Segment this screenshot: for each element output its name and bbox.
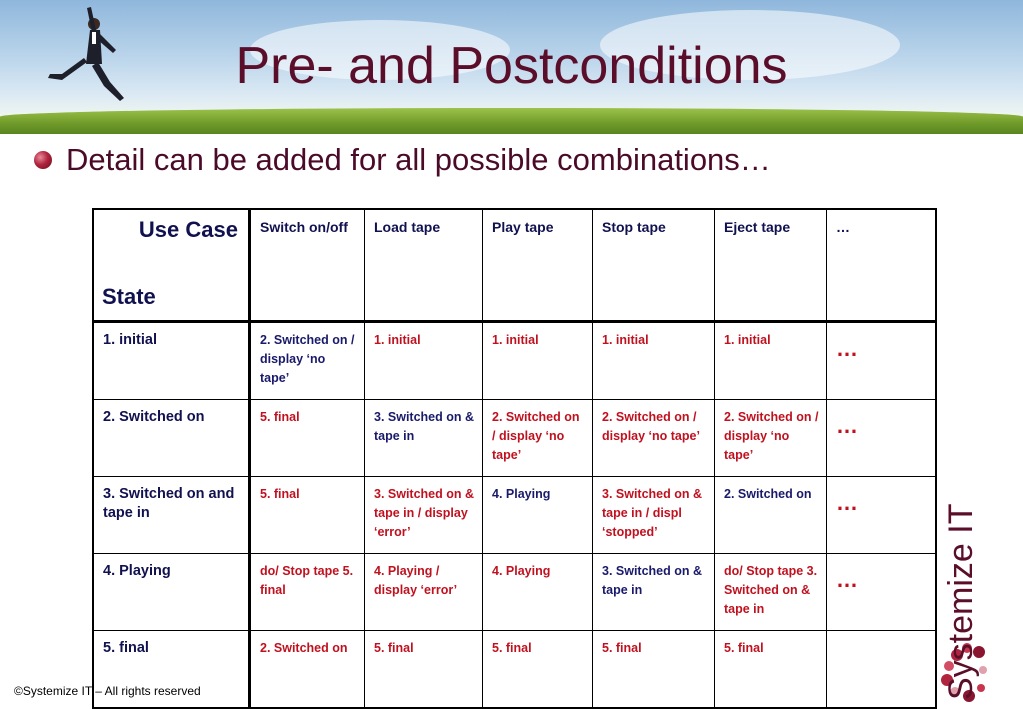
more-cell: … bbox=[827, 477, 937, 554]
table-cell: 1. initial bbox=[715, 322, 827, 400]
more-cell bbox=[827, 631, 937, 709]
more-cell: … bbox=[827, 322, 937, 400]
grass-strip bbox=[0, 108, 1023, 134]
table-cell: 5. final bbox=[593, 631, 715, 709]
table-row bbox=[93, 322, 936, 400]
use-case-label: Use Case bbox=[138, 217, 238, 242]
row-state: 3. Switched on and tape in bbox=[93, 477, 250, 554]
row-state: 5. final bbox=[93, 631, 250, 709]
table-cell: 4. Playing bbox=[483, 554, 593, 631]
table-cell: do/ Stop tape 5. final bbox=[250, 554, 365, 631]
table-cell: 4. Playing / display ‘error’ bbox=[365, 554, 483, 631]
logo-text: Systemize IT bbox=[942, 503, 980, 700]
table-row bbox=[93, 477, 936, 554]
table-cell: 2. Switched on / display ‘no tape’ bbox=[715, 400, 827, 477]
column-header: Stop tape bbox=[593, 209, 715, 322]
table-cell: 3. Switched on & tape in bbox=[593, 554, 715, 631]
table-cell: 1. initial bbox=[593, 322, 715, 400]
table-cell: 2. Switched on bbox=[250, 631, 365, 709]
cell-text: 3. Switched on & tape in bbox=[374, 410, 475, 443]
more-cell: … bbox=[827, 554, 937, 631]
table-cell: 2. Switched on / display ‘no tape’ bbox=[483, 400, 593, 477]
copyright-footer: ©Systemize IT – All rights reserved bbox=[14, 684, 201, 698]
table-cell: 2. Switched on bbox=[715, 477, 827, 554]
table-cell: 2. Switched on / display ‘no tape’ bbox=[593, 400, 715, 477]
table-cell: 5. final bbox=[250, 400, 365, 477]
column-header: … bbox=[827, 209, 937, 322]
row-state: 1. initial bbox=[93, 322, 250, 400]
bullet-text: Detail can be added for all possible combinations… bbox=[66, 142, 771, 177]
table-row bbox=[93, 554, 936, 631]
slide-title: Pre- and Postconditions bbox=[235, 37, 788, 95]
table-cell: 5. final bbox=[365, 631, 483, 709]
table-cell: 2. Switched on / display ‘no tape’ bbox=[250, 322, 365, 400]
row-state: 2. Switched on bbox=[93, 400, 250, 477]
table-cell: 5. final bbox=[483, 631, 593, 709]
table-cell bbox=[365, 400, 483, 477]
more-cell: … bbox=[827, 400, 937, 477]
table-cell: 5. final bbox=[250, 477, 365, 554]
table-cell: 5. final bbox=[715, 631, 827, 709]
table-cell: 3. Switched on & tape in / display ‘error’ bbox=[365, 477, 483, 554]
table-row bbox=[93, 631, 936, 709]
row-state: 4. Playing bbox=[93, 554, 250, 631]
corner-cell bbox=[93, 209, 250, 322]
bullet-point bbox=[34, 142, 771, 178]
table-cell: do/ Stop tape 3. Switched on & tape in bbox=[715, 554, 827, 631]
table-cell: 4. Playing bbox=[483, 477, 593, 554]
table-header-row bbox=[93, 209, 936, 322]
column-header: Load tape bbox=[365, 209, 483, 322]
state-label: State bbox=[102, 284, 156, 309]
column-header: Play tape bbox=[483, 209, 593, 322]
table-row bbox=[93, 400, 936, 477]
table-cell: 3. Switched on & tape in / displ ‘stopped’ bbox=[593, 477, 715, 554]
column-header: Switch on/off bbox=[250, 209, 365, 322]
state-transition-table bbox=[92, 208, 937, 709]
table-cell: 1. initial bbox=[365, 322, 483, 400]
column-header: Eject tape bbox=[715, 209, 827, 322]
bullet-icon bbox=[34, 151, 52, 169]
table-cell: 1. initial bbox=[483, 322, 593, 400]
